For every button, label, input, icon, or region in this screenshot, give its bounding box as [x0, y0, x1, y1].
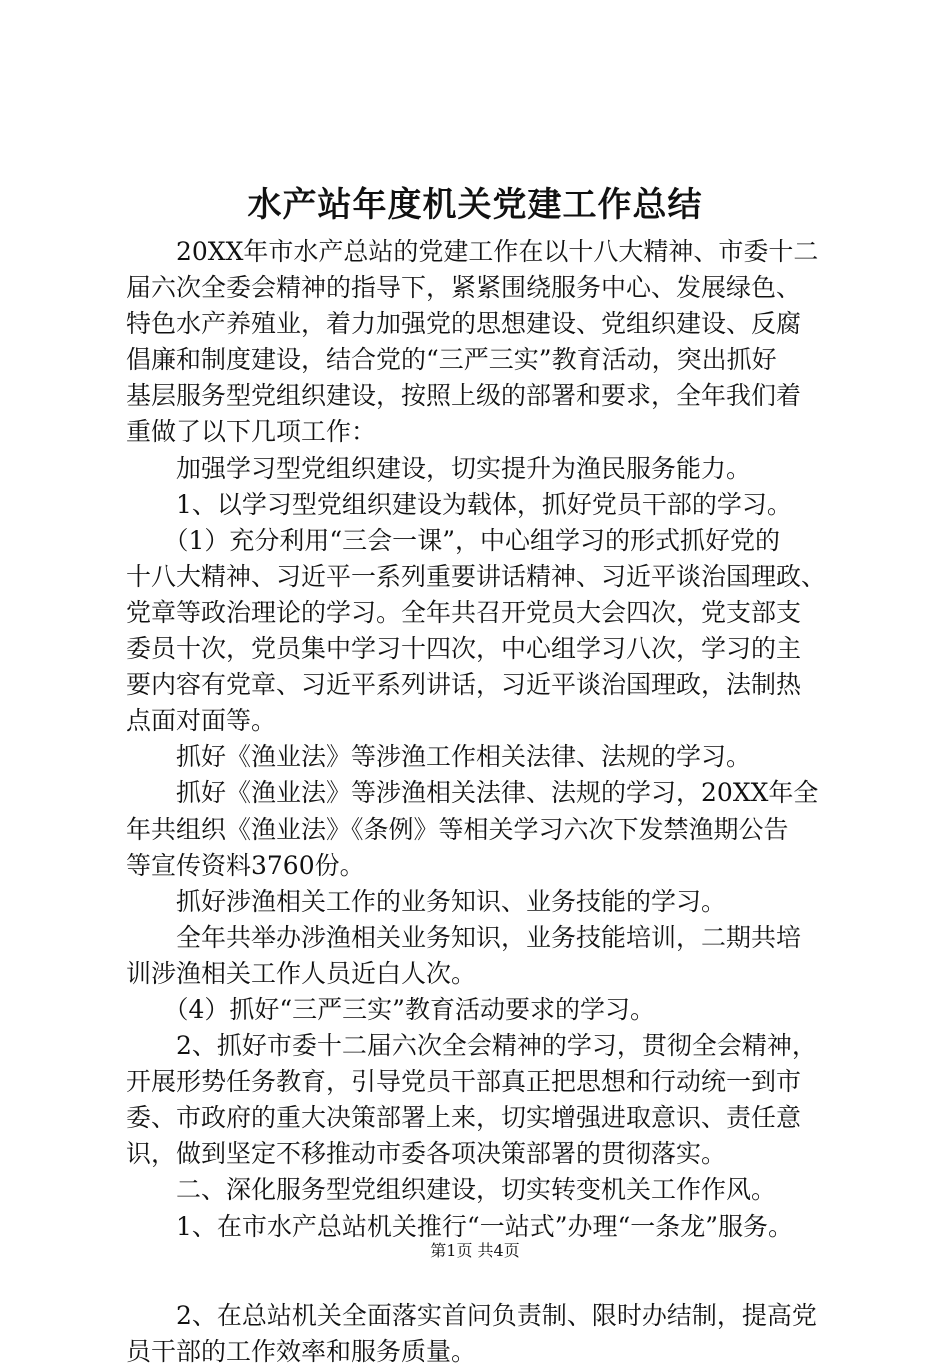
- body-line: 2、在总站机关全面落实首问负责制、限时办结制，提高党: [126, 1300, 817, 1330]
- body-line: （4）抓好“三严三实”教育活动要求的学习。: [126, 994, 655, 1024]
- page-footer: 第1页 共4页: [430, 1241, 520, 1260]
- body-line: 倡廉和制度建设，结合党的“三严三实”教育活动，突出抓好: [126, 345, 777, 375]
- body-line: 点面对面等。: [126, 706, 277, 736]
- body-line: 训涉渔相关工作人员近白人次。: [126, 958, 477, 988]
- body-line: 年共组织《渔业法》《条例》等相关学习六次下发禁渔期公告: [126, 814, 789, 844]
- document-title: 水产站年度机关党建工作总结: [247, 185, 703, 225]
- body-line: 抓好《渔业法》等涉渔工作相关法律、法规的学习。: [126, 742, 752, 772]
- document-body: [126, 234, 834, 1370]
- body-line: 2、抓好市委十二届六次全会精神的学习，贯彻全会精神，: [126, 1031, 817, 1061]
- body-line: 委员十次，党员集中学习十四次，中心组学习八次，学习的主: [126, 634, 802, 664]
- body-line: 十八大精神、习近平一系列重要讲话精神、习近平谈治国理政、: [126, 561, 827, 591]
- body-line: 加强学习型党组织建设，切实提升为渔民服务能力。: [126, 453, 752, 483]
- body-line: 等宣传资料3760份。: [126, 850, 365, 880]
- body-line: 1、在市水产总站机关推行“一站式”办理“一条龙”服务。: [126, 1211, 794, 1241]
- body-line: 1、以学习型党组织建设为载体，抓好党员干部的学习。: [126, 489, 792, 519]
- body-line: 委、市政府的重大决策部署上来，切实增强进取意识、责任意: [126, 1103, 802, 1133]
- body-line: 要内容有党章、习近平系列讲话，习近平谈治国理政，法制热: [126, 670, 802, 700]
- body-line: 重做了以下几项工作：: [126, 417, 377, 447]
- body-line: 抓好涉渔相关工作的业务知识、业务技能的学习。: [126, 886, 727, 916]
- body-line: 20XX年市水产总站的党建工作在以十八大精神、市委十二: [126, 237, 819, 266]
- body-line: （1）充分利用“三会一课”，中心组学习的形式抓好党的: [126, 525, 780, 555]
- body-line: 特色水产养殖业，着力加强党的思想建设、党组织建设、反腐: [126, 309, 802, 339]
- body-line: 基层服务型党组织建设，按照上级的部署和要求，全年我们着: [126, 381, 802, 411]
- body-line: 二、深化服务型党组织建设，切实转变机关工作作风。: [126, 1175, 777, 1205]
- body-line: 开展形势任务教育，引导党员干部真正把思想和行动统一到市: [126, 1067, 802, 1097]
- body-line: 党章等政治理论的学习。全年共召开党员大会四次，党支部支: [126, 597, 802, 627]
- body-line: 员干部的工作效率和服务质量。: [126, 1336, 477, 1366]
- body-line: 届六次全委会精神的指导下，紧紧围绕服务中心、发展绿色、: [126, 273, 802, 303]
- body-line: 抓好《渔业法》等涉渔相关法律、法规的学习，20XX年全: [126, 778, 819, 808]
- body-line: 全年共举办涉渔相关业务知识，业务技能培训，二期共培: [126, 922, 802, 952]
- body-line: 识，做到坚定不移推动市委各项决策部署的贯彻落实。: [126, 1139, 727, 1169]
